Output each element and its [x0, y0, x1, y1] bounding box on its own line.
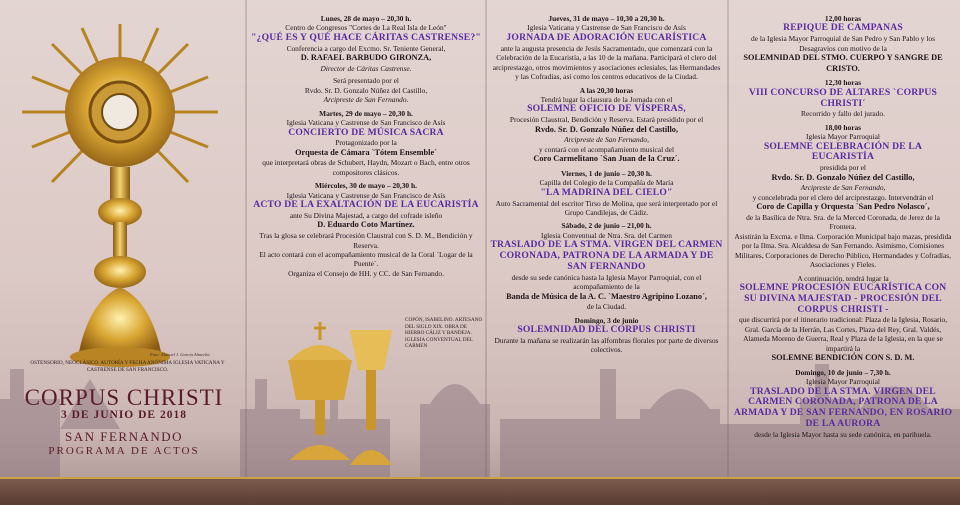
event-title: SOLEMNE PROCESIÓN EUCARÍSTICA CON SU DIVINA MAJESTAD - PROCESIÓN DEL CORPUS CHRISTI -	[739, 282, 947, 315]
speaker-role: Director de Cáritas Castrense.	[320, 63, 412, 73]
event-date: Miércoles, 30 de mayo – 20,30 h.	[315, 181, 417, 191]
monstrance-caption: OSTENSORIO, NEOCLÁSICO. AUTORÍA Y FECHA ANÓNIMA IGLESIA VATICANA Y CASTRENSE DE SAN FRANCISCO.	[30, 360, 225, 373]
program-subtitle: PROGRAMA DE ACTOS	[48, 445, 200, 457]
choir-name: Coro Carmelitano `San Juan de la Cruz´.	[533, 154, 680, 164]
event-title: SOLEMNIDAD DEL CORPUS CHRISTI	[517, 324, 696, 336]
ciborium-chalice-image	[280, 300, 400, 470]
event-place: Iglesia Vaticana y Castrense de San Francisco de Asís	[286, 118, 446, 128]
event-text: Tras la glosa se celebrará Procesión Claustral con S. D. M., Bendición y Reserva.	[259, 231, 473, 250]
event-text: ante Su Divina Majestad, a cargo del cofrade isleño	[289, 210, 443, 220]
fold-line-2	[485, 0, 487, 505]
city-name: SAN FERNANDO	[64, 429, 184, 444]
event-date: Martes, 29 de mayo – 20,30 h.	[319, 108, 413, 118]
event-title: JORNADA DE ADORACIÓN EUCARÍSTICA	[506, 31, 707, 43]
presider-role: Arcipreste de San Fernando,	[564, 135, 649, 145]
event-date: Domingo, 3 de junio	[574, 315, 639, 325]
event-text: Procesión Claustral, Bendición y Reserva. Estará presidido por el	[509, 115, 704, 125]
orchestra-name: Orquesta de Cámara `Tótem Ensemble´	[295, 147, 437, 157]
event-date: Domingo, 10 de junio – 7,30 h.	[795, 367, 891, 377]
event-title: TRASLADO DE LA STMA. VIRGEN DEL CARMEN CORONADA, PATRONA DE LA ARMADA Y DE SAN FERNANDO	[490, 239, 723, 272]
presider-name: Rvdo. Sr. D. Gonzalo Núñez del Castillo,	[534, 124, 679, 134]
fold-line-1	[245, 0, 247, 505]
event-subtitle: SOLEMNE BENDICIÓN CON S. D. M.	[771, 353, 915, 363]
event-subtitle: SOLEMNIDAD DEL STMO. CUERPO Y SANGRE DE CRISTO.	[743, 53, 943, 73]
band-name: Banda de Música de la A. C. `Maestro Agripino Lozano´,	[506, 291, 707, 301]
event-text: Tendrá lugar la clausura de la Jornada con el	[540, 95, 673, 105]
event-date: Jueves, 31 de mayo – 10,30 a 20,30 h.	[548, 14, 665, 23]
chalice-caption: COPÓN, ISABELINO. ARTESANO DEL SIGLO XIX. OBRA DE HIERRO CÁLIZ Y BANDEJA. IGLESIA CONVENTUAL DEL CARMEN	[405, 317, 483, 349]
event-time: A las 20,30 horas	[579, 85, 634, 95]
event-text: desde su sede canónica hasta la Iglesia Mayor Parroquial, con el acompañamiento de la	[511, 272, 702, 292]
bottom-border	[0, 477, 960, 505]
event-time: 12,30 horas	[824, 78, 862, 88]
event-title: VIII CONCURSO DE ALTARES `CORPUS CHRISTI´	[748, 86, 938, 109]
program-column-3	[732, 14, 954, 443]
event-place: Iglesia Vaticana y Castrense de San Francisco de Asís	[527, 23, 686, 33]
presenter-role: Arcipreste de San Fernando.	[323, 95, 409, 105]
event-date: Viernes, 1 de junio – 20,30 h.	[561, 168, 652, 178]
event-text: y contará con el acompañamiento musical del	[538, 144, 675, 154]
event-text: y concelebrada por el clero del arciprestazgo. Intervendrán el	[752, 192, 934, 202]
event-title: TRASLADO DE LA STMA. VIRGEN DEL CARMEN CORONADA, PATRONA DE LA ARMADA Y DE SAN FERNANDO, EN ROSARIO DE LA AURORA	[733, 385, 953, 429]
event-text: Será presentado por el	[333, 76, 399, 86]
event-text: Organiza el Consejo de HH. y CC. de San Fernando.	[288, 268, 444, 278]
event-text: Protagonizado por la	[335, 138, 397, 148]
photo-credit: Foto: Manuel J. García Almecha	[150, 352, 210, 357]
choir-name: Coro de Capilla y Orquesta `San Pedro Nolasco´,	[756, 202, 930, 212]
event-text: de la Basílica de Ntra. Sra. de la Merced Coronada, de Jerez de la Frontera.	[746, 212, 940, 232]
event-text: El acto contará con el acompañamiento musical de la Coral `Logar de la Puente´.	[259, 250, 473, 269]
event-text: Durante la mañana se realizarán las alfombras florales por parte de diversos colectivos.	[494, 335, 719, 355]
event-date: Lunes, 28 de mayo – 20,30 h.	[320, 14, 412, 23]
event-text: Conferencia a cargo del Excmo. Sr. Teniente General,	[286, 43, 446, 53]
event-place: Iglesia Vaticana y Castrense de San Francisco de Asís	[286, 190, 446, 200]
event-date: 3 DE JUNIO DE 2018	[61, 409, 187, 421]
event-text: que interpretará obras de Schubert, Haydn, Mozart o Bach, entre otros compositores clásicos.	[262, 158, 470, 177]
event-text: de la Ciudad.	[586, 302, 627, 312]
event-title: SOLEMNE OFICIO DE VÍSPERAS,	[527, 103, 686, 115]
event-text: de la Iglesia Mayor Parroquial de San Pedro y San Pablo y los Desagravios con motivo de la	[751, 34, 935, 53]
cover-title-block	[8, 385, 240, 457]
event-text: Asistirán la Excma. e Ilma. Corporación Municipal bajo mazas, presidida por la Ilma. Sra. Alcaldesa de San Fernando. Asimismo, Comisiones Militares, Corporaciones de Derecho Público, Hermandades y Cofradías, Asociaciones y Fieles.	[734, 231, 952, 270]
event-text: presidida por el	[820, 163, 866, 173]
presenter-name: Rvdo. Sr. D. Gonzalo Núñez del Castillo,	[304, 85, 428, 95]
event-text: desde la Iglesia Mayor hasta su sede canónica, en parihuela.	[754, 429, 932, 439]
program-column-2	[490, 14, 723, 359]
event-text: Auto Sacramental del escritor Tirso de Molina, que será interpretado por el Grupo Candilejas, de Cádiz.	[495, 198, 718, 217]
event-date: Sábado, 2 de junio – 21,00 h.	[561, 221, 652, 231]
event-text: ante la augusta presencia de Jesús Sacramentado, que comenzará con la Celebración de la Eucaristía, a las 10 de la mañana. Participará el clero del arciprestazgo, otros movimientos y asociaciones eclesiales, las Hermandades y las Cofradías, así como los centros educativos de la Ciudad.	[492, 43, 721, 82]
fold-line-3	[727, 0, 729, 505]
event-title: "¿QUÉ ES Y QUÉ HACE CÁRITAS CASTRENSE?"	[251, 31, 481, 43]
event-title: ACTO DE LA EXALTACIÓN DE LA EUCARISTÍA	[253, 199, 479, 211]
event-text: que discurrirá por el itinerario tradicional: Plaza de la Iglesia, Rosario, Gral. García de la Herrán, Las Cortes, Plaza del Rey, Gral. Valdés, Alameda Moreno de Guerra, Real y Plaza de la Iglesia, en la que se impartirá la	[738, 315, 948, 353]
event-text: Recorrido y fallo del jurado.	[801, 109, 885, 119]
monstrance-image	[18, 22, 223, 372]
speaker-name: D. RAFAEL BARBUDO GIRONZA,	[300, 53, 432, 63]
event-title: CONCIERTO DE MÚSICA SACRA	[288, 126, 444, 138]
event-place: Iglesia Mayor Parroquial	[806, 377, 880, 387]
presider-name: Rvdo. Sr. D. Gonzalo Núñez del Castillo,	[771, 172, 915, 182]
program-column-1	[250, 14, 482, 282]
main-title: CORPUS CHRISTI	[24, 385, 224, 410]
speaker-name: D. Eduardo Coto Martínez.	[317, 220, 415, 230]
event-time: 18,00 horas	[824, 122, 862, 132]
event-place: Iglesia Mayor Parroquial	[806, 132, 880, 142]
event-title: "LA MADRINA DEL CIELO"	[540, 186, 673, 198]
presider-role: Arcipreste de San Fernando,	[800, 183, 886, 193]
event-place: Iglesia Conventual de Ntra. Sra. del Carmen	[541, 230, 672, 240]
event-place: Centro de Congresos "Cortes de La Real Isla de León"	[285, 23, 447, 33]
event-title: SOLEMNE CELEBRACIÓN DE LA EUCARISTÍA	[763, 140, 923, 163]
event-text: A continuación, tendrá lugar la	[797, 273, 889, 283]
event-title: REPIQUE DE CAMPANAS	[783, 22, 903, 34]
event-time: 12,00 horas	[824, 14, 862, 23]
event-place: Capilla del Colegio de la Compañía de María	[539, 178, 674, 188]
